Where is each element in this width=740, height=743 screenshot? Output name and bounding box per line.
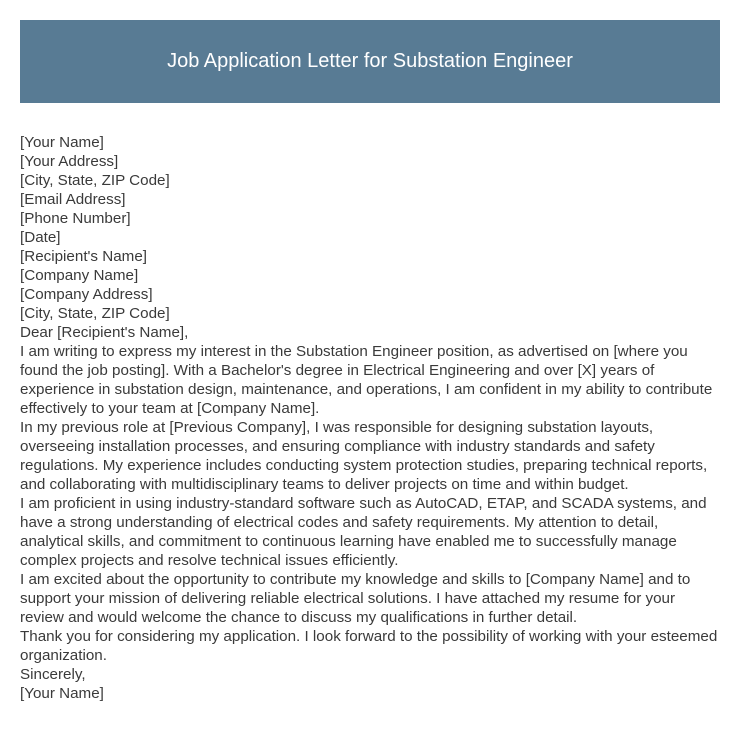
recipient-company-address: [Company Address]	[20, 286, 153, 303]
title-banner	[20, 20, 720, 103]
sender-phone: [Phone Number]	[20, 210, 131, 227]
paragraph-skills: I am proficient in using industry-standard software such as AutoCAD, ETAP, and SCADA systems, and have a strong understanding of electrical codes and safety requirements. My attention to detail, analytical skills, and commitment to continuous learning have enabled me to successfully manage complex projects and resolve technical issues efficiently.	[20, 495, 707, 569]
sender-address: [Your Address]	[20, 153, 119, 170]
signature: [Your Name]	[20, 685, 104, 702]
sender-city-state-zip: [City, State, ZIP Code]	[20, 172, 170, 189]
page-title: Job Application Letter for Substation Engineer	[167, 50, 573, 72]
paragraph-experience: In my previous role at [Previous Company], I was responsible for designing substation layouts, overseeing installation processes, and ensuring compliance with industry standards and safety regulations. My experience includes conducting system protection studies, preparing technical reports, and collaborating with multidisciplinary teams to deliver projects on time and within budget.	[20, 419, 708, 493]
closing: Sincerely,	[20, 666, 86, 683]
paragraph-introduction: I am writing to express my interest in the Substation Engineer position, as advertised on [where you found the job posting]. With a Bachelor's degree in Electrical Engineering and over [X] years of experience in substation design, maintenance, and operations, I am confident in my ability to contribute effectively to your team at [Company Name].	[20, 343, 713, 417]
salutation: Dear [Recipient's Name],	[20, 324, 189, 341]
sender-name: [Your Name]	[20, 134, 104, 151]
paragraph-motivation: I am excited about the opportunity to contribute my knowledge and skills to [Company Name] and to support your mission of delivering reliable electrical solutions. I have attached my resume for your review and would welcome the chance to discuss my qualifications in further detail.	[20, 571, 691, 626]
letter-date: [Date]	[20, 229, 61, 246]
recipient-city-state-zip: [City, State, ZIP Code]	[20, 305, 170, 322]
recipient-company: [Company Name]	[20, 267, 139, 284]
paragraph-thanks: Thank you for considering my application. I look forward to the possibility of working with your esteemed organization.	[20, 628, 718, 664]
sender-email: [Email Address]	[20, 191, 126, 208]
letter-body	[20, 133, 720, 703]
recipient-name: [Recipient's Name]	[20, 248, 147, 265]
